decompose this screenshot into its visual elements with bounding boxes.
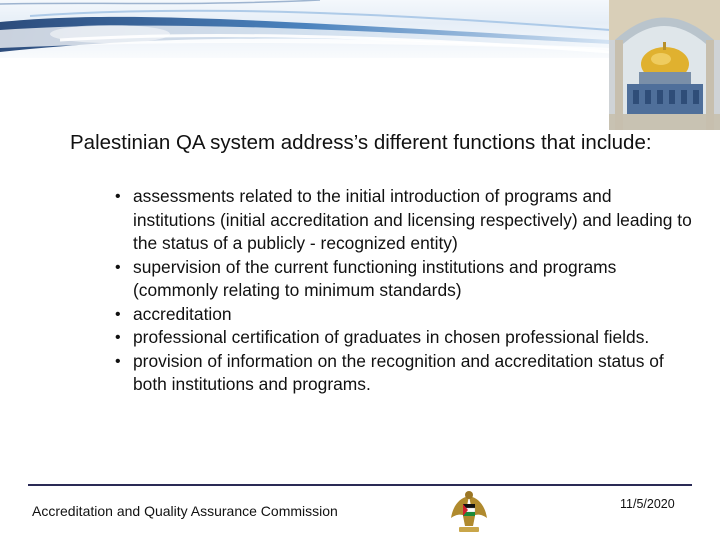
- bullet-text: supervision of the current functioning institutions and programs (commonly relating to minimum standards): [133, 256, 617, 300]
- bullet-text: assessments related to the initial introduction of programs and institutions (initial accreditation and licensing respectively) and leading to the status of a publicly - recognized entity): [133, 186, 692, 253]
- list-item: [113, 350, 693, 397]
- bullet-icon: •: [115, 258, 121, 276]
- bullet-icon: •: [115, 188, 121, 205]
- bullet-icon: •: [115, 329, 121, 346]
- list-item: [113, 256, 693, 303]
- bullet-icon: •: [115, 352, 121, 370]
- dome-of-the-rock-photo: [609, 0, 720, 130]
- bullet-text: professional certification of graduates in chosen professional fields.: [133, 327, 650, 347]
- slide-title: Palestinian QA system address’s different functions that include:: [70, 131, 652, 154]
- bullet-text: provision of information on the recognition and accreditation status of both institutions and programs.: [133, 350, 664, 394]
- footer-date: 11/5/2020: [620, 497, 675, 511]
- bullet-icon: •: [115, 305, 121, 323]
- palestine-eagle-emblem-icon: [449, 488, 489, 534]
- header-banner: [0, 0, 610, 58]
- footer-organization: Accreditation and Quality Assurance Commission: [32, 503, 338, 519]
- footer-divider: [28, 484, 692, 486]
- bullet-list: [113, 185, 693, 397]
- bullet-text: accreditation: [133, 303, 232, 324]
- swoosh-banner: [0, 0, 610, 58]
- list-item: [113, 185, 693, 256]
- list-item: [113, 326, 693, 350]
- list-item: [113, 303, 693, 327]
